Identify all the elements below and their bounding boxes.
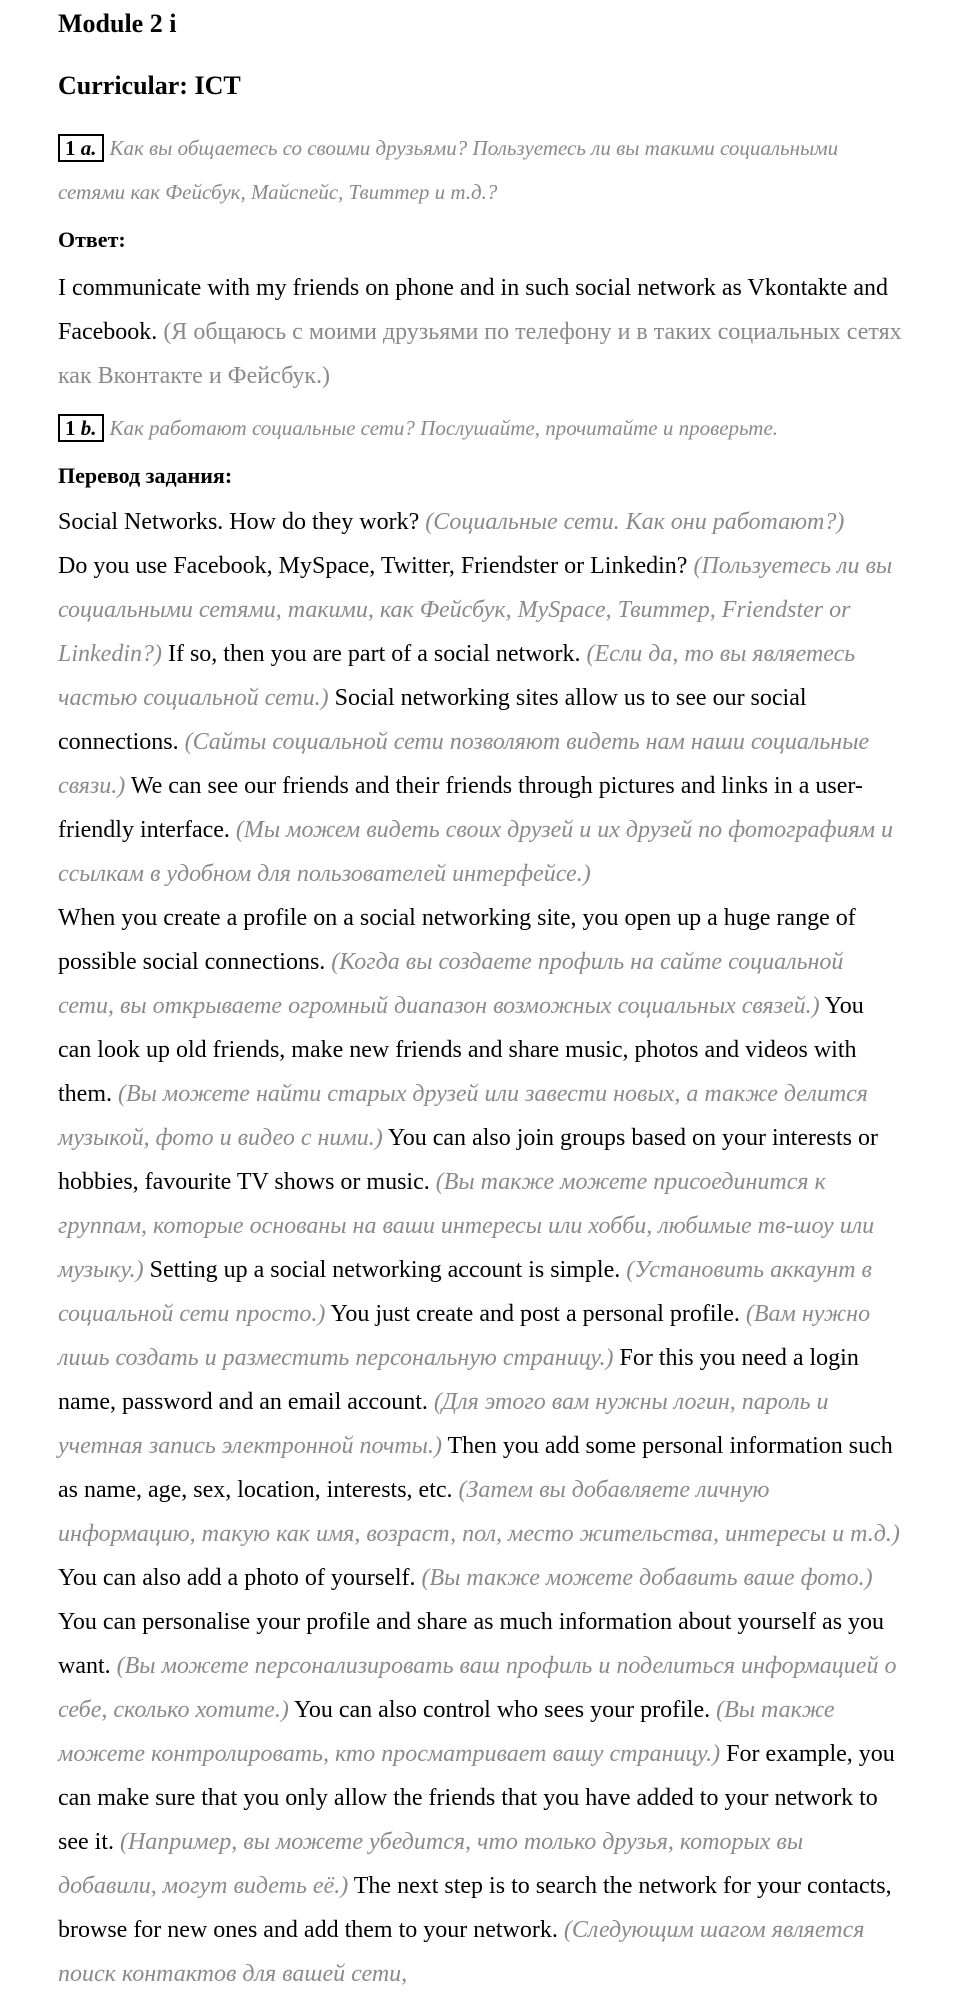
answer-label: Ответ: [58,227,126,252]
translation-ru: (Социальные сети. Как они работают?) [425,509,845,535]
source-en: Social networking sites allow us to see our social connections. [58,685,807,755]
source-en: You can personalise your profile and share as much information about yourself as you want. [58,1609,885,1679]
source-en: For this you need a login name, password and an email account. [58,1345,859,1415]
translation-label: Перевод задания: [58,463,233,488]
answer-paragraph [58,266,902,398]
translation-body [58,500,902,1996]
translation-ru: (Если да, то вы являетесь частью социальной сети.) [58,641,856,711]
task-1a-question: Как вы общаетесь со своими друзьями? Пользуетесь ли вы такими социальными сетями как Фейсбук, Майспейс, Твиттер и т.д.? [58,136,839,204]
answer-en: I communicate with my friends on phone and in such social network as Vkontakte and Facebook. [58,275,889,345]
translation-ru: (Вы также можете присоединится к группам, которые основаны на ваши интересы или хобби, любимые тв-шоу или музыку.) [58,1169,875,1283]
source-en: Do you use Facebook, MySpace, Twitter, Friendster or Linkedin? [58,553,688,579]
task-1a [58,126,902,214]
task-1b-number: 1 [65,416,76,440]
source-en: You can also join groups based on your interests or hobbies, favourite TV shows or music. [58,1125,878,1195]
source-en: You can also control who sees your profile. [293,1697,711,1723]
source-en: If so, then you are part of a social network. [167,641,581,667]
source-en: You just create and post a personal profile. [330,1301,740,1327]
task-1b [58,406,902,450]
source-en: The next step is to search the network for your contacts, browse for new ones and add them to your network. [58,1873,892,1943]
task-1b-badge [58,414,104,442]
translation-ru: (Вы также можете добавить ваше фото.) [421,1565,873,1591]
section-title: Curricular: ICT [58,71,241,100]
source-en: Setting up a social networking account is simple. [149,1257,621,1283]
task-1a-badge [58,134,104,162]
source-en: You can look up old friends, make new friends and share music, photos and videos with them. [58,993,864,1107]
task-1b-letter: b. [80,416,97,440]
translation-ru: (Для этого вам нужны логин, пароль и учетная запись электронной почты.) [58,1389,829,1459]
translation-paragraph [58,500,902,544]
translation-ru: (Сайты социальной сети позволяют видеть нам наши социальные связи.) [58,729,870,799]
source-en: You can also add a photo of yourself. [58,1565,416,1591]
translation-ru: (Например, вы можете убедится, что только друзья, которых вы добавили, могут видеть её.) [58,1829,804,1899]
task-1a-number: 1 [65,136,76,160]
translation-ru: (Затем вы добавляете личную информацию, такую как имя, возраст, пол, место жительства, интересы и т.д.) [58,1477,900,1547]
task-1a-letter: a. [80,136,97,160]
translation-ru: (Вы можете найти старых друзей или завести новых, а также делится музыкой, фото и видео с ними.) [58,1081,868,1151]
source-en: Social Networks. How do they work? [58,509,420,535]
source-en: We can see our friends and their friends through pictures and links in a user-friendly interface. [58,773,863,843]
module-title: Module 2 i [58,9,177,38]
translation-ru: (Следующим шагом является поиск контактов для вашей сети, [58,1917,865,1987]
translation-ru: (Вы также можете контролировать, кто просматривает вашу страницу.) [58,1697,835,1767]
source-en: Then you add some personal information such as name, age, sex, location, interests, etc. [58,1433,893,1503]
task-1b-question: Как работают социальные сети? Послушайте, прочитайте и проверьте. [109,416,779,440]
translation-ru: (Установить аккаунт в социальной сети просто.) [58,1257,872,1327]
translation-ru: (Мы можем видеть своих друзей и их друзей по фотографиям и ссылкам в удобном для пользователей интерфейсе.) [58,817,894,887]
answer-ru: (Я общаюсь с моими друзьями по телефону и в таких социальных сетях как Вконтакте и Фейсбук.) [58,319,902,389]
translation-ru: (Когда вы создаете профиль на сайте социальной сети, вы открываете огромный диапазон возможных социальных связей.) [58,949,844,1019]
source-en: For example, you can make sure that you only allow the friends that you have added to your network to see it. [58,1741,895,1855]
source-en: When you create a profile on a social networking site, you open up a huge range of possible social connections. [58,905,856,975]
translation-ru: (Пользуетесь ли вы социальными сетями, такими, как Фейсбук, MySpace, Твиттер, Friendster or Linkedin?) [58,553,893,667]
translation-paragraph [58,896,902,1996]
translation-ru: (Вы можете персонализировать ваш профиль и поделиться информацией о себе, сколько хотите.) [58,1653,897,1723]
translation-paragraph [58,544,902,896]
translation-ru: (Вам нужно лишь создать и разместить персональную страницу.) [58,1301,871,1371]
